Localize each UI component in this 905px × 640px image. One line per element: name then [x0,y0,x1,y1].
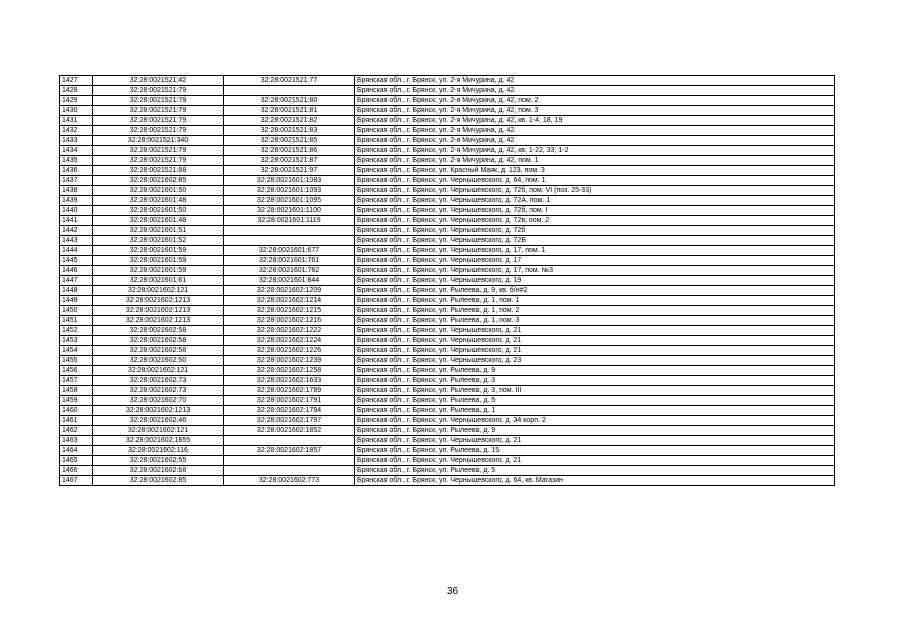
cadastral-number-cell: 32:28:0021602:58 [93,326,224,336]
table-row [60,376,835,386]
cadastral-number-cell: 32:28:0021521:88 [93,166,224,176]
row-number-cell: 1444 [60,246,93,256]
object-cadastral-number-cell: 32:28:0021521:82 [224,116,355,126]
object-cadastral-number-cell: 32:28:0021601:1100 [224,206,355,216]
row-number-cell: 1458 [60,386,93,396]
address-cell: Брянская обл., г. Брянск, ул. Рылеева, д. 5 [355,396,835,406]
address-cell: Брянская обл., г. Брянск, ул. Чернышевского, д. 21 [355,346,835,356]
address-cell: Брянская обл., г. Брянск, ул. Рылеева, д. 9 [355,426,835,436]
object-cadastral-number-cell [224,466,355,476]
table-row [60,116,835,126]
address-cell: Брянская обл., г. Брянск, ул. Рылеева, д. 15 [355,446,835,456]
table-row [60,286,835,296]
object-cadastral-number-cell: 32:28:0021602:1224 [224,336,355,346]
address-cell: Брянская обл., г. Брянск, ул. 2-я Мичурина, д. 42 [355,76,835,86]
object-cadastral-number-cell: 32:28:0021521:80 [224,96,355,106]
object-cadastral-number-cell: 32:28:0021521:83 [224,126,355,136]
row-number-cell: 1453 [60,336,93,346]
page-number: 36 [446,586,459,597]
table-row [60,346,835,356]
cadastral-number-cell: 32:28:0021602:1213 [93,316,224,326]
object-cadastral-number-cell: 32:28:0021602:1857 [224,446,355,456]
cadastral-number-cell: 32:28:0021521:79 [93,156,224,166]
table-row [60,416,835,426]
row-number-cell: 1427 [60,76,93,86]
table-row [60,206,835,216]
row-number-cell: 1433 [60,136,93,146]
object-cadastral-number-cell [224,236,355,246]
row-number-cell: 1441 [60,216,93,226]
object-cadastral-number-cell: 32:28:0021602:1633 [224,376,355,386]
object-cadastral-number-cell: 32:28:0021521:81 [224,106,355,116]
row-number-cell: 1463 [60,436,93,446]
object-cadastral-number-cell: 32:28:0021602:1789 [224,386,355,396]
address-cell: Брянская обл., г. Брянск, ул. Рылеева, д. 5 [355,466,835,476]
address-cell: Брянская обл., г. Брянск, ул. 2-я Мичурина, д. 42, кв. 1-22, 33; 1-2 [355,146,835,156]
row-number-cell: 1445 [60,256,93,266]
address-cell: Брянская обл., г. Брянск, ул. Чернышевского, д. 17, пом. №3 [355,266,835,276]
cadastral-number-cell: 32:28:0021602:50 [93,356,224,366]
object-cadastral-number-cell: 32:28:0021602:1794 [224,406,355,416]
cadastral-number-cell: 32:28:0021602:121 [93,286,224,296]
row-number-cell: 1465 [60,456,93,466]
cadastral-number-cell: 32:28:0021602:46 [93,416,224,426]
table-row [60,156,835,166]
table-row [60,86,835,96]
cadastral-number-cell: 32:28:0021601:48 [93,196,224,206]
cadastral-number-cell: 32:28:0021601:51 [93,226,224,236]
address-cell: Брянская обл., г. Брянск, ул. Чернышевского, д. 21 [355,436,835,446]
row-number-cell: 1443 [60,236,93,246]
row-number-cell: 1456 [60,366,93,376]
table-row [60,96,835,106]
row-number-cell: 1451 [60,316,93,326]
address-cell: Брянская обл., г. Брянск, ул. 2-я Мичурина, д. 42, пом. 1 [355,156,835,166]
cadastral-number-cell: 32:28:0021521:340 [93,136,224,146]
table-row [60,246,835,256]
object-cadastral-number-cell: 32:28:0021521:97 [224,166,355,176]
cadastral-number-cell: 32:28:0021602:58 [93,336,224,346]
cadastral-number-cell: 32:28:0021521:79 [93,146,224,156]
object-cadastral-number-cell [224,456,355,466]
table-row [60,336,835,346]
object-cadastral-number-cell: 32:28:0021602:1209 [224,286,355,296]
address-cell: Брянская обл., г. Брянск, ул. Чернышевского, д. 72б, пом. I [355,206,835,216]
object-cadastral-number-cell: 32:28:0021601:762 [224,266,355,276]
address-cell: Брянская обл., г. Брянск, ул. 2-я Мичурина, д. 42 [355,126,835,136]
row-number-cell: 1467 [60,476,93,486]
object-cadastral-number-cell: 32:28:0021601:1095 [224,196,355,206]
table-row [60,386,835,396]
table-row [60,436,835,446]
cadastral-number-cell: 32:28:0021602:73 [93,376,224,386]
row-number-cell: 1466 [60,466,93,476]
cadastral-number-cell: 32:28:0021602:70 [93,396,224,406]
object-cadastral-number-cell: 32:28:0021521:85 [224,136,355,146]
cadastral-number-cell: 32:28:0021601:61 [93,276,224,286]
cadastral-number-cell: 32:28:0021601:48 [93,216,224,226]
object-cadastral-number-cell: 32:28:0021601:761 [224,256,355,266]
row-number-cell: 1446 [60,266,93,276]
row-number-cell: 1429 [60,96,93,106]
table-row [60,76,835,86]
table-row [60,136,835,146]
row-number-cell: 1435 [60,156,93,166]
object-cadastral-number-cell: 32:28:0021521:86 [224,146,355,156]
table-row [60,466,835,476]
object-cadastral-number-cell: 32:28:0021602:1226 [224,346,355,356]
row-number-cell: 1436 [60,166,93,176]
row-number-cell: 1437 [60,176,93,186]
cadastral-number-cell: 32:28:0021602:85 [93,476,224,486]
object-cadastral-number-cell [224,436,355,446]
table-row [60,226,835,236]
address-cell: Брянская обл., г. Брянск, ул. 2-я Мичурина, д. 42, пом. 2 [355,96,835,106]
address-cell: Брянская обл., г. Брянск, ул. Чернышевского, д. 23 [355,356,835,366]
address-cell: Брянская обл., г. Брянск, ул. Рылеева, д. 3 [355,376,835,386]
object-cadastral-number-cell: 32:28:0021602:1216 [224,316,355,326]
address-cell: Брянская обл., г. Брянск, ул. Чернышевского, д. 21 [355,456,835,466]
table-row [60,216,835,226]
cadastral-number-cell: 32:28:0021601:50 [93,186,224,196]
cadastral-number-cell: 32:28:0021602:1213 [93,296,224,306]
address-cell: Брянская обл., г. Брянск, ул. Чернышевского, д. 72Б [355,236,835,246]
table-row [60,366,835,376]
cadastral-number-cell: 32:28:0021602:1213 [93,406,224,416]
table-row [60,446,835,456]
table-row [60,306,835,316]
registry-table-body [60,76,835,486]
address-cell: Брянская обл., г. Брянск, ул. Чернышевского, д. 21 [355,326,835,336]
object-cadastral-number-cell: 32:28:0021601:1119 [224,216,355,226]
row-number-cell: 1439 [60,196,93,206]
table-row [60,196,835,206]
cadastral-number-cell: 32:28:0021602:116 [93,446,224,456]
cadastral-number-cell: 32:28:0021602:85 [93,176,224,186]
table-row [60,186,835,196]
cadastral-number-cell: 32:28:0021601:52 [93,236,224,246]
cadastral-number-cell: 32:28:0021521:42 [93,76,224,86]
row-number-cell: 1461 [60,416,93,426]
row-number-cell: 1454 [60,346,93,356]
object-cadastral-number-cell [224,226,355,236]
cadastral-number-cell: 32:28:0021521:79 [93,126,224,136]
table-row [60,316,835,326]
object-cadastral-number-cell: 32:28:0021602:1215 [224,306,355,316]
object-cadastral-number-cell: 32:28:0021601:1093 [224,186,355,196]
address-cell: Брянская обл., г. Брянск, ул. Чернышевского, д. 17 [355,256,835,266]
table-row [60,146,835,156]
cadastral-number-cell: 32:28:0021521:79 [93,86,224,96]
row-number-cell: 1438 [60,186,93,196]
cadastral-number-cell: 32:28:0021521:79 [93,106,224,116]
row-number-cell: 1430 [60,106,93,116]
address-cell: Брянская обл., г. Брянск, ул. 2-я Мичурина, д. 42, кв. 1-4, 18, 19 [355,116,835,126]
table-row [60,236,835,246]
object-cadastral-number-cell: 32:28:0021602:1791 [224,396,355,406]
address-cell: Брянская обл., г. Брянск, ул. Рылеева, д. 1, пом. 2 [355,306,835,316]
table-row [60,456,835,466]
object-cadastral-number-cell: 32:28:0021602:1797 [224,416,355,426]
row-number-cell: 1431 [60,116,93,126]
row-number-cell: 1428 [60,86,93,96]
table-row [60,276,835,286]
address-cell: Брянская обл., г. Брянск, ул. Рылеева, д. 1 [355,406,835,416]
table-row [60,256,835,266]
object-cadastral-number-cell: 32:28:0021601:677 [224,246,355,256]
object-cadastral-number-cell: 32:28:0021601:1083 [224,176,355,186]
object-cadastral-number-cell [224,86,355,96]
cadastral-number-cell: 32:28:0021602:121 [93,366,224,376]
address-cell: Брянская обл., г. Брянск, ул. Чернышевского, д. 17, пом. 1 [355,246,835,256]
cadastral-number-cell: 32:28:0021602:73 [93,386,224,396]
address-cell: Брянская обл., г. Брянск, ул. Чернышевского, д. 72в, пом. 2 [355,216,835,226]
cadastral-number-cell: 32:28:0021521:79 [93,116,224,126]
object-cadastral-number-cell: 32:28:0021521:77 [224,76,355,86]
cadastral-number-cell: 32:28:0021601:59 [93,256,224,266]
table-row [60,396,835,406]
cadastral-number-cell: 32:28:0021602:121 [93,426,224,436]
object-cadastral-number-cell: 32:28:0021602:1214 [224,296,355,306]
row-number-cell: 1442 [60,226,93,236]
address-cell: Брянская обл., г. Брянск, ул. Рылеева, д. 9 [355,366,835,376]
row-number-cell: 1450 [60,306,93,316]
object-cadastral-number-cell: 32:28:0021602:1222 [224,326,355,336]
address-cell: Брянская обл., г. Брянск, ул. Чернышевского, д. 21 [355,336,835,346]
address-cell: Брянская обл., г. Брянск, ул. Чернышевского, д. 64, пом. 1 [355,176,835,186]
address-cell: Брянская обл., г. Брянск, ул. Рылеева, д. 1, пом. 3 [355,316,835,326]
table-row [60,106,835,116]
table-row [60,176,835,186]
address-cell: Брянская обл., г. Брянск, ул. 2-я Мичурина, д. 42 [355,86,835,96]
object-cadastral-number-cell: 32:28:0021601:844 [224,276,355,286]
address-cell: Брянская обл., г. Брянск, ул. Чернышевского, д. 72б [355,226,835,236]
address-cell: Брянская обл., г. Брянск, ул. Чернышевского, д. 72А, пом. 1 [355,196,835,206]
table-row [60,326,835,336]
object-cadastral-number-cell: 32:28:0021521:87 [224,156,355,166]
row-number-cell: 1432 [60,126,93,136]
row-number-cell: 1464 [60,446,93,456]
row-number-cell: 1440 [60,206,93,216]
address-cell: Брянская обл., г. Брянск, ул. Чернышевского, д. 34 корп. 2 [355,416,835,426]
cadastral-number-cell: 32:28:0021521:79 [93,96,224,106]
cadastral-number-cell: 32:28:0021601:59 [93,266,224,276]
row-number-cell: 1459 [60,396,93,406]
address-cell: Брянская обл., г. Брянск, ул. Рылеева, д. 9, кв. б/н#2 [355,286,835,296]
address-cell: Брянская обл., г. Брянск, ул. Рылеева, д. 3, пом. III [355,386,835,396]
table-row [60,296,835,306]
cadastral-registry-table [59,75,835,486]
table-row [60,426,835,436]
row-number-cell: 1434 [60,146,93,156]
object-cadastral-number-cell: 32:28:0021602:1852 [224,426,355,436]
address-cell: Брянская обл., г. Брянск, ул. Чернышевского, д. 72б, пом. VI (поз. 25-33) [355,186,835,196]
cadastral-number-cell: 32:28:0021601:59 [93,246,224,256]
cadastral-number-cell: 32:28:0021602:68 [93,466,224,476]
row-number-cell: 1447 [60,276,93,286]
address-cell: Брянская обл., г. Брянск, ул. Рылеева, д. 1, пом. 1 [355,296,835,306]
row-number-cell: 1449 [60,296,93,306]
row-number-cell: 1457 [60,376,93,386]
table-row [60,126,835,136]
object-cadastral-number-cell: 32:28:0021602:1239 [224,356,355,366]
table-row [60,166,835,176]
cadastral-number-cell: 32:28:0021602:1213 [93,306,224,316]
address-cell: Брянская обл., г. Брянск, ул. Чернышевского, д. 19 [355,276,835,286]
address-cell: Брянская обл., г. Брянск, ул. 2-я Мичурина, д. 42, пом. 3 [355,106,835,116]
row-number-cell: 1460 [60,406,93,416]
row-number-cell: 1455 [60,356,93,366]
table-row [60,266,835,276]
table-row [60,406,835,416]
table-row [60,356,835,366]
table-row [60,476,835,486]
object-cadastral-number-cell: 32:28:0021602:1258 [224,366,355,376]
row-number-cell: 1452 [60,326,93,336]
row-number-cell: 1448 [60,286,93,296]
row-number-cell: 1462 [60,426,93,436]
cadastral-number-cell: 32:28:0021602:55 [93,456,224,466]
cadastral-number-cell: 32:28:0021602:1855 [93,436,224,446]
cadastral-number-cell: 32:28:0021601:50 [93,206,224,216]
address-cell: Брянская обл., г. Брянск, ул. Красный Маяк, д. 123, пом. 3 [355,166,835,176]
address-cell: Брянская обл., г. Брянск, ул. Чернышевского, д. 64, кв. Магазин [355,476,835,486]
cadastral-number-cell: 32:28:0021602:58 [93,346,224,356]
object-cadastral-number-cell: 32:28:0021602:773 [224,476,355,486]
address-cell: Брянская обл., г. Брянск, ул. 2-я Мичурина, д. 42 [355,136,835,146]
